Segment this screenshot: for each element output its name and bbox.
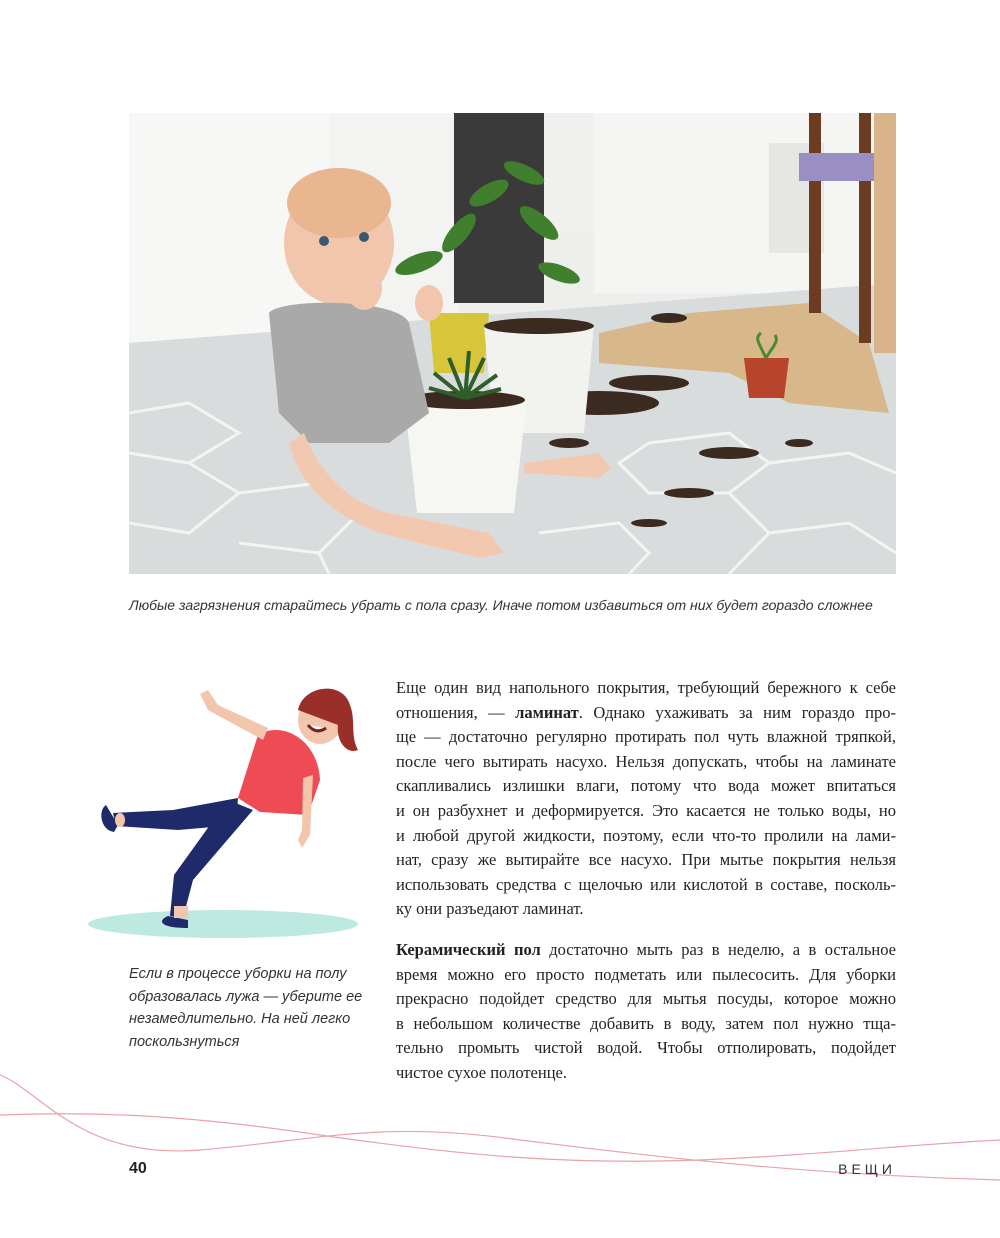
bold-term: ламинат: [515, 702, 579, 722]
text-line: [396, 824, 896, 849]
slipping-woman-illustration: [88, 680, 363, 945]
text-segment: Еще один вид напольного покрытия, требующий бережного к себе: [396, 678, 896, 697]
text-line: [396, 701, 896, 726]
text-line: [396, 897, 896, 922]
text-segment: время можно его просто подметать или пылесосить. Для уборки: [396, 964, 896, 984]
text-line: [396, 750, 896, 775]
body-text: [396, 676, 896, 1102]
text-segment: в небольшом количестве добавить в воду, затем пол нужно тща-: [396, 1013, 896, 1033]
text-segment: после чего вытирать насухо. Нельзя допускать, чтобы на ламинате: [396, 751, 896, 771]
text-segment: ку они разъедают ламинат.: [396, 899, 584, 919]
puddle-shape: [88, 910, 358, 938]
text-segment: использовать средства с щелочью или кислотой в составе, посколь-: [396, 874, 896, 894]
photo-image: [129, 113, 896, 574]
text-segment: и любой другой жидкости, поэтому, если что-то пролили на лами-: [396, 825, 896, 845]
page-number: 40: [129, 1160, 147, 1177]
paragraph-laminate: [396, 676, 896, 922]
text-segment: и он разбухнет и деформируется. Это касается не только воды, но: [396, 800, 896, 820]
section-title: ВЕЩИ: [838, 1161, 896, 1177]
text-line: [396, 1036, 896, 1061]
slipping-woman-image: [88, 680, 363, 945]
text-line: [396, 725, 896, 750]
text-line: [396, 676, 896, 701]
photo-caption: Любые загрязнения старайтесь убрать с пола сразу. Иначе потом избавиться от них будет гораздо сложнее: [129, 597, 873, 613]
text-line: [396, 987, 896, 1012]
text-line: [396, 1012, 896, 1037]
text-segment: достаточно мыть раз в неделю, а в остальное: [540, 939, 896, 959]
paragraph-ceramic: [396, 938, 896, 1086]
text-segment: ще — достаточно регулярно протирать пол чуть влажной тряпкой,: [396, 727, 896, 747]
text-line: [396, 963, 896, 988]
text-line: [396, 938, 896, 963]
illustration-caption: Если в процессе уборки на полу образовалась лужа — уберите ее незамедлительно. На ней легко поскользнуться: [129, 966, 363, 1050]
text-line: [396, 848, 896, 873]
text-line: [396, 1061, 896, 1086]
text-segment: скапливались излишки влаги, потому что вода может впитаться: [396, 776, 896, 796]
text-segment: прекрасно подойдет средство для мытья посуды, которое можно: [396, 989, 896, 1009]
text-line: [396, 873, 896, 898]
photo-baby-with-plants: [129, 113, 896, 574]
text-segment: тельно промыть чистой водой. Чтобы отполировать, подойдет: [396, 1038, 896, 1058]
text-segment: . Однако ухаживать за ним гораздо про-: [578, 702, 896, 722]
text-segment: отношения, —: [396, 702, 516, 722]
bold-term: Керамический пол: [396, 939, 541, 959]
text-line: [396, 774, 896, 799]
text-line: [396, 799, 896, 824]
text-segment: нат, сразу же вытирайте все насухо. При мытье покрытия нельзя: [396, 850, 896, 870]
text-segment: чистое сухое полотенце.: [396, 1062, 567, 1082]
